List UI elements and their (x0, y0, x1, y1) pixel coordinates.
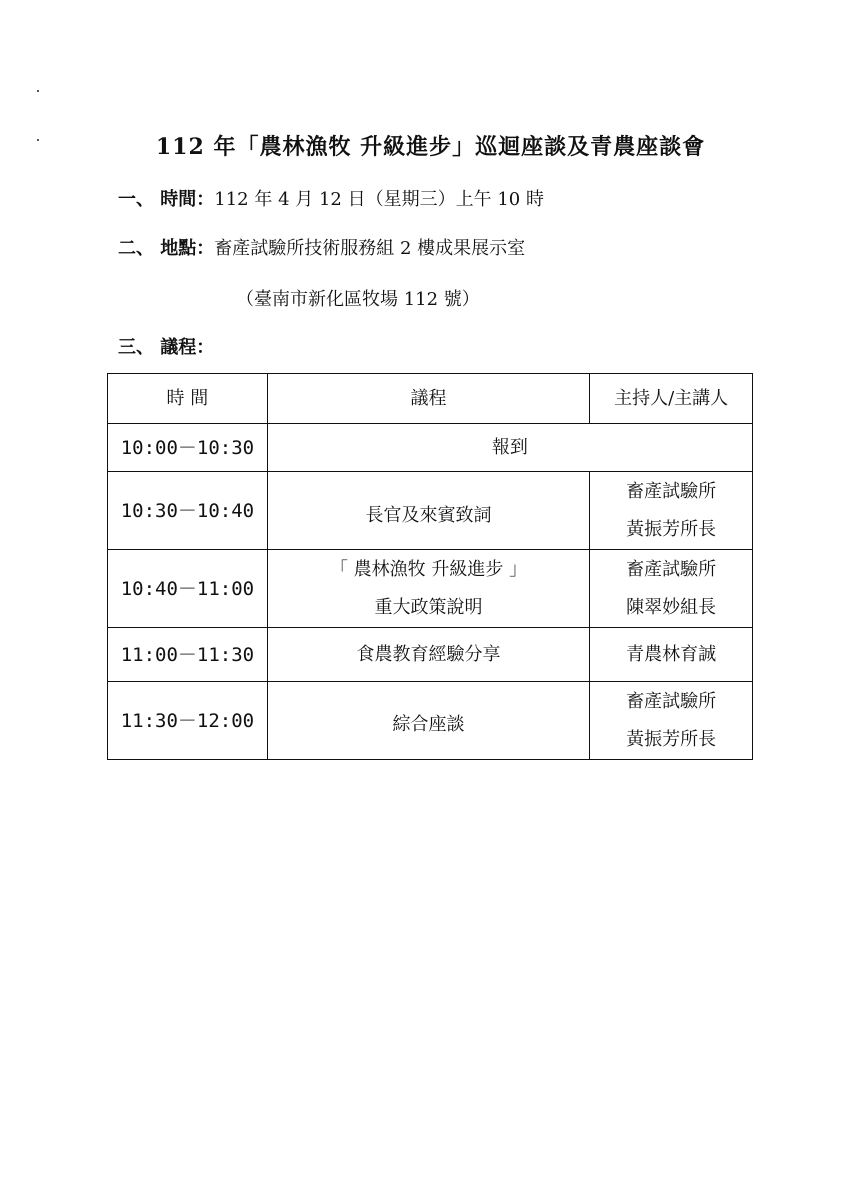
row-time: 11:00－11:30 (108, 628, 268, 682)
header-time: 時 間 (108, 374, 268, 424)
row-time: 10:00－10:30 (108, 424, 268, 472)
row-item (267, 550, 589, 628)
row-time: 10:30－10:40 (108, 472, 268, 550)
row-item: 長官及來賓致詞 (267, 472, 589, 550)
table-row (108, 472, 753, 550)
row-host (590, 550, 753, 628)
host-org: 畜產試驗所 (626, 480, 717, 502)
time-value: 112 年 4 月 12 日（星期三）上午 10 時 (214, 189, 544, 210)
row-time: 10:40－11:00 (108, 550, 268, 628)
item-line-1: 「 農林漁牧 升級進步 」 (329, 558, 528, 580)
row-time: 11:30－12:00 (108, 682, 268, 760)
table-row (108, 424, 753, 472)
item-line-2: 重大政策說明 (374, 596, 483, 618)
row-host (590, 682, 753, 760)
time-line (118, 185, 544, 211)
scan-speck (37, 90, 39, 92)
header-agenda: 議程 (267, 374, 589, 424)
location-label: 二、 地點： (118, 238, 215, 259)
agenda-heading-label: 三、 議程： (118, 337, 215, 358)
host-person: 黃振芳所長 (626, 518, 717, 540)
host-org: 畜產試驗所 (626, 690, 717, 712)
row-host (590, 472, 753, 550)
page-title: 112 年「農林漁牧 升級進步」巡迴座談及青農座談會 (155, 134, 706, 160)
table-row (108, 682, 753, 760)
host-person: 黃振芳所長 (626, 728, 717, 750)
host-person: 陳翠妙組長 (626, 596, 717, 618)
agenda-heading (118, 333, 214, 359)
agenda-table (107, 373, 753, 760)
location-address: （臺南市新化區牧場 112 號） (236, 289, 480, 310)
host-org: 畜產試驗所 (626, 558, 717, 580)
header-host: 主持人/主講人 (590, 374, 753, 424)
table-header-row (108, 374, 753, 424)
row-host: 青農林育誠 (590, 628, 753, 682)
row-item: 食農教育經驗分享 (267, 628, 589, 682)
row-item: 報到 (267, 424, 752, 472)
location-line (118, 234, 525, 260)
location-value: 畜產試驗所技術服務組 2 樓成果展示室 (214, 238, 526, 259)
table-row (108, 628, 753, 682)
time-label: 一、 時間： (118, 189, 215, 210)
row-item: 綜合座談 (267, 682, 589, 760)
table-row (108, 550, 753, 628)
